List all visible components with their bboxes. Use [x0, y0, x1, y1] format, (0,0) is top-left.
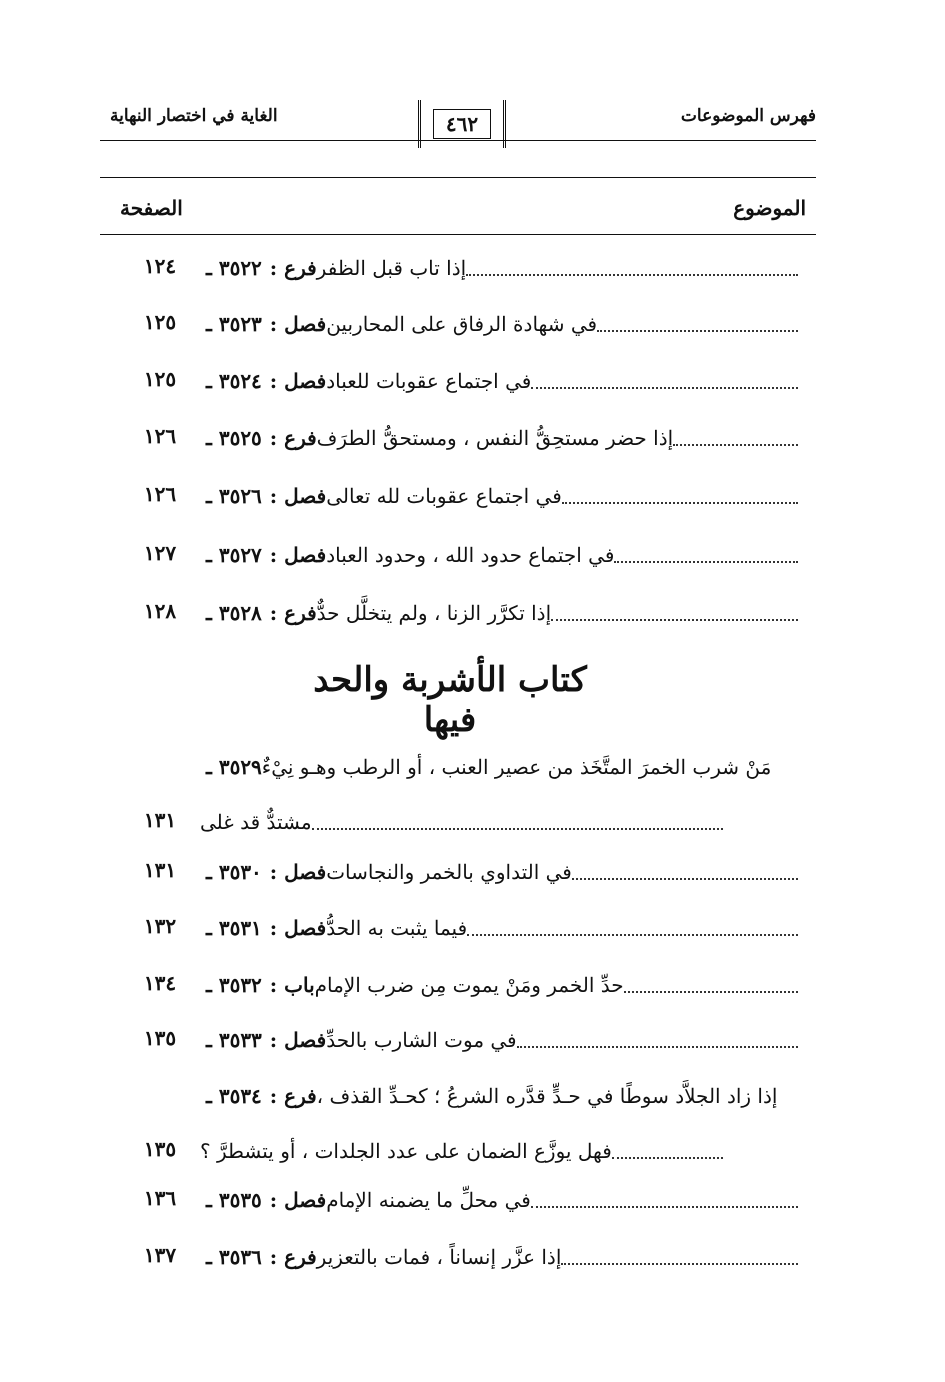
- topic-column-header: الموضوع: [733, 196, 806, 220]
- toc-entry: [100, 533, 816, 583]
- toc-entry: [100, 359, 816, 409]
- entry-text: في اجتماع عقوبات للعباد: [326, 369, 532, 393]
- entry-text: مَنْ شرب الخمرَ المتَّخَذ من عصير العنب ، أو الرطب وهـو نِيْءٌ: [261, 755, 772, 779]
- entry-page: ١٢٦: [143, 482, 177, 506]
- header-rule: [100, 140, 816, 141]
- entry-page: ١٢٥: [143, 367, 177, 391]
- toc-entry-multiline: [100, 1074, 816, 1184]
- entry-page: ١٢٨: [143, 599, 177, 623]
- entry-number: ٣٥٢٧ ـ: [206, 543, 262, 567]
- header-rule-2: [100, 177, 816, 178]
- toc-entry: [100, 302, 816, 352]
- toc-entry: [100, 1178, 816, 1228]
- entry-page: ١٣٦: [143, 1186, 177, 1210]
- entry-number: ٣٥٢٢ ـ: [206, 256, 262, 280]
- column-rule: [100, 234, 816, 235]
- toc-entry: [100, 850, 816, 900]
- entry-text-continued: مشتدٌّ قد غلى: [200, 810, 312, 834]
- toc-entry: [100, 246, 816, 296]
- entry-text: إذا زاد الجلاَّد سوطًا في حـدٍّ قدَّره الشرعُ ؛ كحـدِّ القذف ،: [316, 1084, 778, 1108]
- entry-text: فيما يثبت به الحدُّ: [326, 916, 468, 940]
- entry-label: فصل :: [269, 369, 327, 393]
- entry-text: في شهادة الرفاق على المحاربين: [326, 312, 598, 336]
- entry-number: ٣٥٢٩ ـ: [206, 755, 262, 779]
- page-header: [100, 96, 816, 142]
- leader-dots: [466, 274, 798, 276]
- leader-dots: [531, 387, 798, 389]
- entry-number: ٣٥٣٥ ـ: [206, 1188, 262, 1212]
- toc-entry: [100, 1235, 816, 1285]
- entry-label: فرع :: [269, 1084, 317, 1108]
- page-column-header: الصفحة: [120, 196, 183, 220]
- entry-number: ٣٥٢٦ ـ: [206, 484, 262, 508]
- page-number: ٤٦٢: [433, 109, 491, 139]
- toc-entry: [100, 963, 816, 1013]
- entry-label: فرع :: [269, 256, 317, 280]
- toc-entry: [100, 906, 816, 956]
- entry-page: ١٣٥: [143, 1137, 177, 1161]
- leader-dots: [612, 1157, 723, 1159]
- book-title-calligraphy: كتاب الأشربة والحد فيها: [313, 660, 587, 740]
- entry-text: في محلِّ ما يضمنه الإمام: [326, 1188, 531, 1212]
- entry-label: فصل :: [269, 860, 327, 884]
- leader-dots: [673, 444, 798, 446]
- entry-number: ٣٥٢٥ ـ: [206, 426, 262, 450]
- entry-text: حدِّ الخمر ومَنْ يموت مِن ضرب الإمام: [314, 973, 624, 997]
- entry-page: ١٣٥: [143, 1026, 177, 1050]
- entry-label: فرع :: [269, 1245, 317, 1269]
- entry-text: إذا عزَّر إنساناً ، فمات بالتعزير: [316, 1245, 562, 1269]
- leader-dots: [614, 561, 798, 563]
- entry-number: ٣٥٣٦ ـ: [206, 1245, 262, 1269]
- entry-page: ١٣٢: [143, 914, 177, 938]
- leader-dots: [597, 330, 798, 332]
- leader-dots: [517, 1046, 798, 1048]
- entry-number: ٣٥٣٣ ـ: [206, 1028, 262, 1052]
- leader-dots: [562, 502, 798, 504]
- entry-label: فرع :: [269, 601, 317, 625]
- entry-page: ١٣٤: [143, 971, 177, 995]
- entry-number: ٣٥٣٠ ـ: [206, 860, 262, 884]
- toc-entry-multiline: [100, 745, 816, 855]
- entry-number: ٣٥٣١ ـ: [206, 916, 262, 940]
- entry-label: فصل :: [269, 1188, 327, 1212]
- entry-label: فصل :: [269, 312, 327, 336]
- entry-page: ١٣٧: [143, 1243, 177, 1267]
- entry-label: باب :: [269, 973, 315, 997]
- entry-page: ١٢٤: [143, 254, 177, 278]
- entry-label: فرع :: [269, 426, 317, 450]
- entry-page: ١٣١: [143, 858, 177, 882]
- entry-number: ٣٥٢٤ ـ: [206, 369, 262, 393]
- toc-entry: [100, 591, 816, 641]
- entry-text: في اجتماع عقوبات لله تعالى: [326, 484, 562, 508]
- entry-number: ٣٥٢٨ ـ: [206, 601, 262, 625]
- header-book-title: الغاية في اختصار النهاية: [110, 106, 278, 126]
- entry-label: فصل :: [269, 484, 327, 508]
- leader-dots: [624, 991, 798, 993]
- entry-text-continued: فهل يوزَّع الضمان على عدد الجلدات ، أو يتشطرَّ ؟: [200, 1139, 612, 1163]
- entry-label: فصل :: [269, 1028, 327, 1052]
- entry-text: في التداوي بالخمر والنجاسات: [326, 860, 572, 884]
- leader-dots: [561, 1263, 798, 1265]
- toc-entry: [100, 474, 816, 524]
- entry-page: ١٣١: [143, 808, 177, 832]
- entry-text: في اجتماع حدود الله ، وحدود العباد: [326, 543, 615, 567]
- entry-number: ٣٥٣٤ ـ: [206, 1084, 262, 1108]
- header-section-title: فهرس الموضوعات: [680, 106, 816, 126]
- entry-text: إذا حضر مستحِقُّ النفس ، ومستحقُّ الطرَف: [316, 426, 674, 450]
- leader-dots: [572, 878, 798, 880]
- entry-page: ١٢٦: [143, 424, 177, 448]
- entry-page: ١٢٧: [143, 541, 177, 565]
- toc-entry: [100, 1018, 816, 1068]
- entry-page: ١٢٥: [143, 310, 177, 334]
- entry-label: فصل :: [269, 916, 327, 940]
- entry-number: ٣٥٣٢ ـ: [206, 973, 262, 997]
- leader-dots: [531, 1206, 798, 1208]
- leader-dots: [551, 619, 798, 621]
- entry-text: إذا تكرَّر الزنا ، ولم يتخلَّل حدٌّ: [316, 601, 552, 625]
- entry-text: في موت الشارب بالحدِّ: [326, 1028, 517, 1052]
- entry-label: فصل :: [269, 543, 327, 567]
- toc-entry: [100, 416, 816, 466]
- column-headers: [100, 190, 816, 230]
- leader-dots: [467, 934, 798, 936]
- entry-number: ٣٥٢٣ ـ: [206, 312, 262, 336]
- entry-text: إذا تاب قبل الظفر: [316, 256, 467, 280]
- leader-dots: [312, 828, 723, 830]
